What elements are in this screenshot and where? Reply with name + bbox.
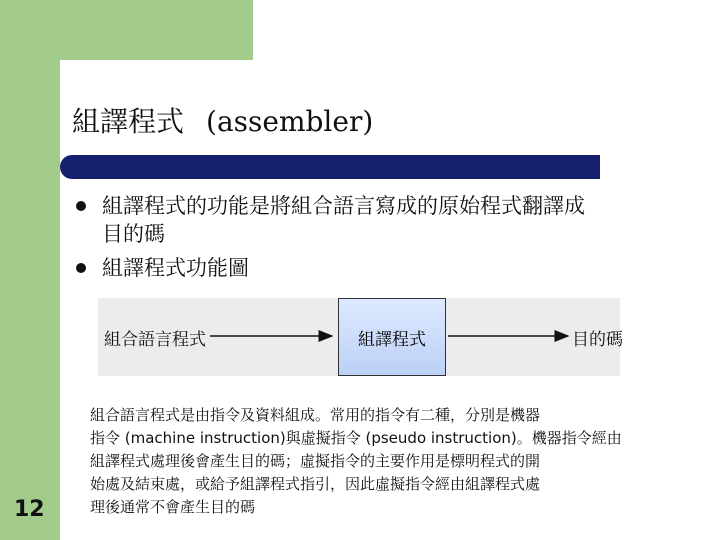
- title-underline-bar: [60, 155, 600, 179]
- bullet-item: [76, 192, 616, 248]
- source-program-label: 組合語言程式: [104, 330, 206, 350]
- title-english: (assembler): [206, 105, 374, 138]
- bullet-text: 組譯程式功能圖: [102, 256, 249, 280]
- explanation-line: 指令 (machine instruction)與虛擬指令 (pseudo instruction)。機器指令經由: [90, 429, 622, 447]
- left-decor-band: [0, 0, 60, 540]
- object-code-label: 目的碼: [572, 330, 623, 350]
- explanation-line: 理後通常不會產生目的碼: [90, 498, 256, 516]
- assembler-function-diagram: [98, 298, 623, 376]
- bullet-dot-icon: [76, 201, 86, 211]
- bullet-dot-icon: [76, 263, 86, 273]
- bullet-text: 組譯程式的功能是將組合語言寫成的原始程式翻譯成目的碼: [102, 194, 585, 246]
- page-number: 12: [14, 497, 45, 522]
- top-decor-band: [0, 0, 253, 60]
- title-chinese: 組譯程式: [72, 105, 185, 138]
- bullet-item: [76, 254, 616, 282]
- explanation-line: 組譯程式處理後會產生目的碼；虛擬指令的主要作用是標明程式的開: [90, 452, 541, 470]
- explanation-text: [90, 404, 670, 519]
- bullet-list: [76, 192, 616, 288]
- explanation-line: 始處及結束處，或給予組譯程式指引，因此虛擬指令經由組譯程式處: [90, 475, 541, 493]
- explanation-line: 組合語言程式是由指令及資料組成。常用的指令有二種，分別是機器: [90, 406, 541, 424]
- assembler-box: 組譯程式: [338, 298, 446, 376]
- slide-title: [72, 100, 373, 140]
